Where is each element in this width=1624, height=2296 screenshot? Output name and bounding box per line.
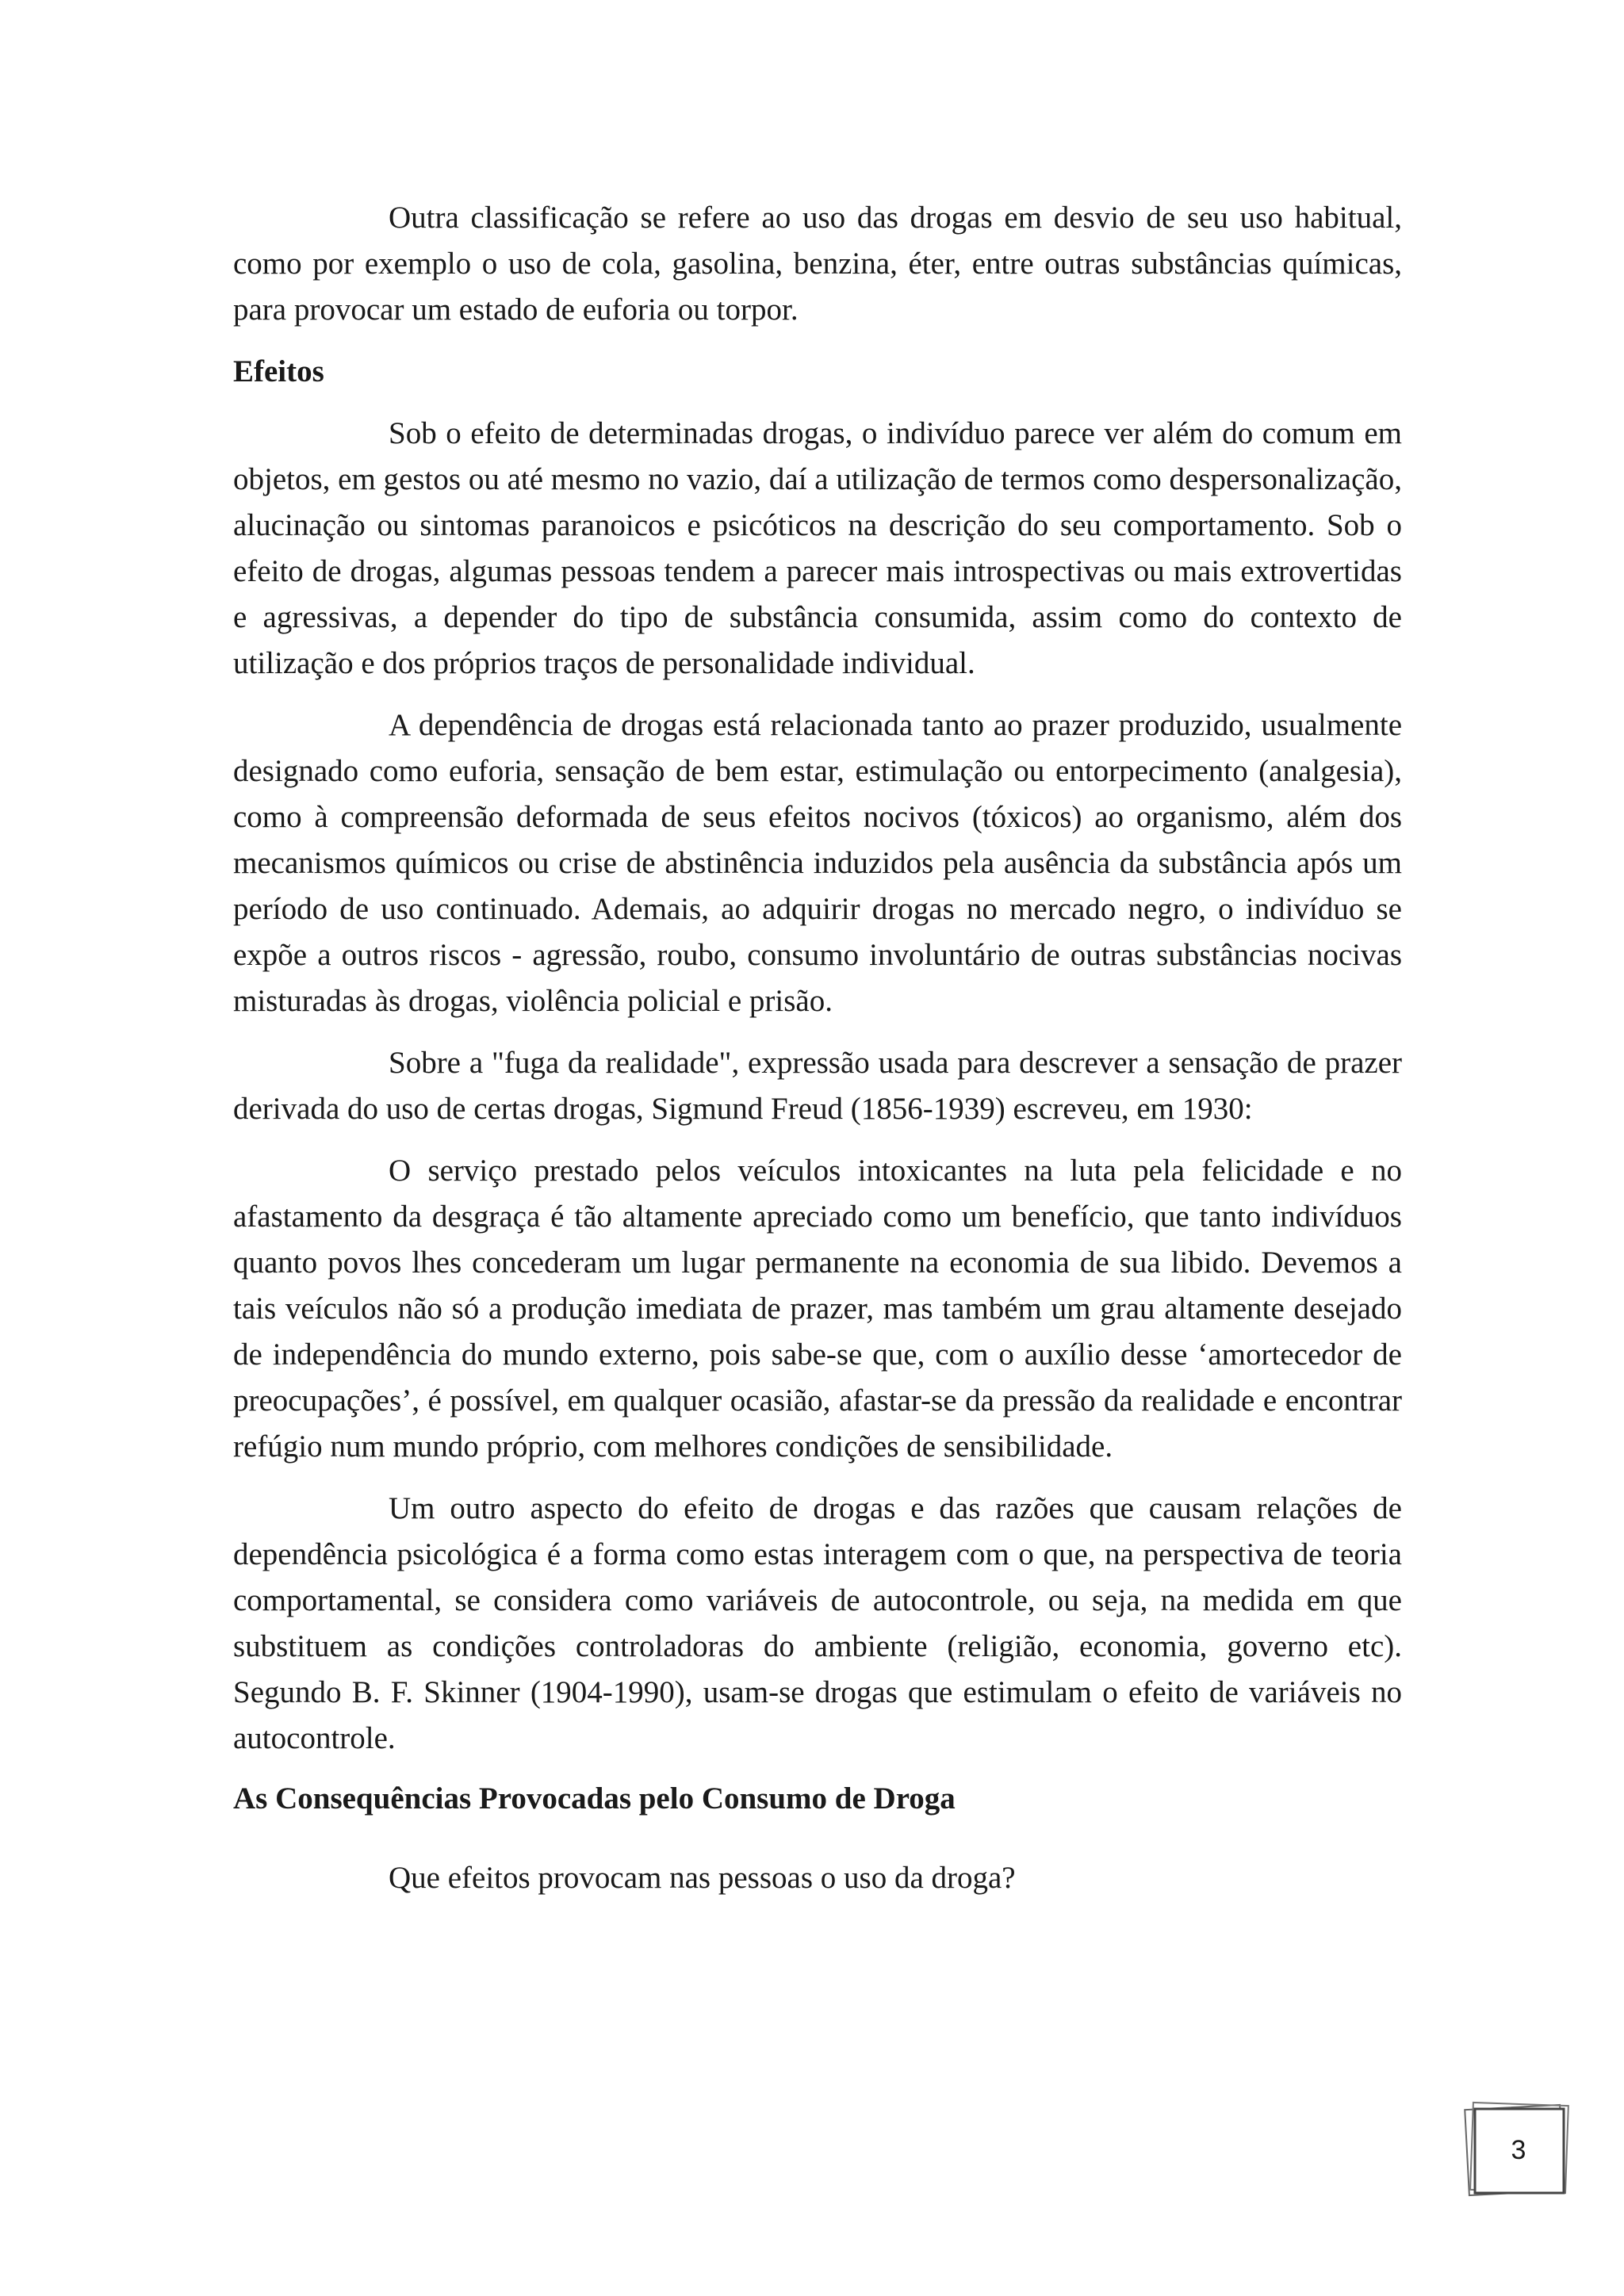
page-number: 3 — [1511, 2134, 1526, 2165]
section-heading-efeitos: Efeitos — [233, 354, 324, 388]
paragraph-question: Que efeitos provocam nas pessoas o uso da droga? — [389, 1861, 1016, 1895]
section-heading-consequencias: As Consequências Provocadas pelo Consumo de Droga — [233, 1781, 956, 1816]
page-number-frame — [1464, 2099, 1573, 2201]
paragraph-reality-escape: Sobre a "fuga da realidade", expressão usada para descrever a sensação de prazer derivada do uso de certas drogas, Sigmund Freud (1856-1939) escreveu, em 1930: — [233, 1046, 1402, 1126]
paragraph-freud-quote: O serviço prestado pelos veículos intoxicantes na luta pela felicidade e no afastamento da desgraça é tão altamente apreciado como um benefício, que tanto indivíduos quanto povos lhes concederam um lugar permanente na economia de sua libido. Devemos a tais veículos não só a produção imediata de prazer, mas também um grau altamente desejado de independência do mundo externo, pois sabe-se que, com o auxílio desse ‘amortecedor de preocupações’, é possível, em qualquer ocasião, afastar-se da pressão da realidade e encontrar refúgio num mundo próprio, com melhores condições de sensibilidade. — [233, 1154, 1402, 1464]
paragraph-dependence: A dependência de drogas está relacionada tanto ao prazer produzido, usualmente designado como euforia, sensação de bem estar, estimulação ou entorpecimento (analgesia), como à compreensão deformada de seus efeitos nocivos (tóxicos) ao organismo, além dos mecanismos químicos ou crise de abstinência induzidos pela ausência da substância após um período de uso continuado. Ademais, ao adquirir drogas no mercado negro, o indivíduo se expõe a outros riscos - agressão, roubo, consumo involuntário de outras substâncias nocivas misturadas às drogas, violência policial e prisão. — [233, 708, 1402, 1018]
paragraph-self-control: Um outro aspecto do efeito de drogas e das razões que causam relações de dependência psicológica é a forma como estas interagem com o que, na perspectiva de teoria comportamental, se considera como variáveis de autocontrole, ou seja, na medida em que substituem as condições controladoras do ambiente (religião, economia, governo etc). Segundo B. F. Skinner (1904-1990), usam-se drogas que estimulam o efeito de variáveis no autocontrole. — [233, 1491, 1402, 1755]
paragraph-effects: Sob o efeito de determinadas drogas, o indivíduo parece ver além do comum em objetos, em gestos ou até mesmo no vazio, daí a utilização de termos como despersonalização, alucinação ou sintomas paranoicos e psicóticos na descrição do seu comportamento. Sob o efeito de drogas, algumas pessoas tendem a parecer mais introspectivas ou mais extrovertidas e agressivas, a depender do tipo de substância consumida, assim como do contexto de utilização e dos próprios traços de personalidade individual. — [233, 416, 1402, 680]
document-body — [233, 195, 1402, 1901]
paragraph-drug-misuse: Outra classificação se refere ao uso das drogas em desvio de seu uso habitual, como por exemplo o uso de cola, gasolina, benzina, éter, entre outras substâncias químicas, para provocar um estado de euforia ou torpor. — [233, 201, 1402, 327]
